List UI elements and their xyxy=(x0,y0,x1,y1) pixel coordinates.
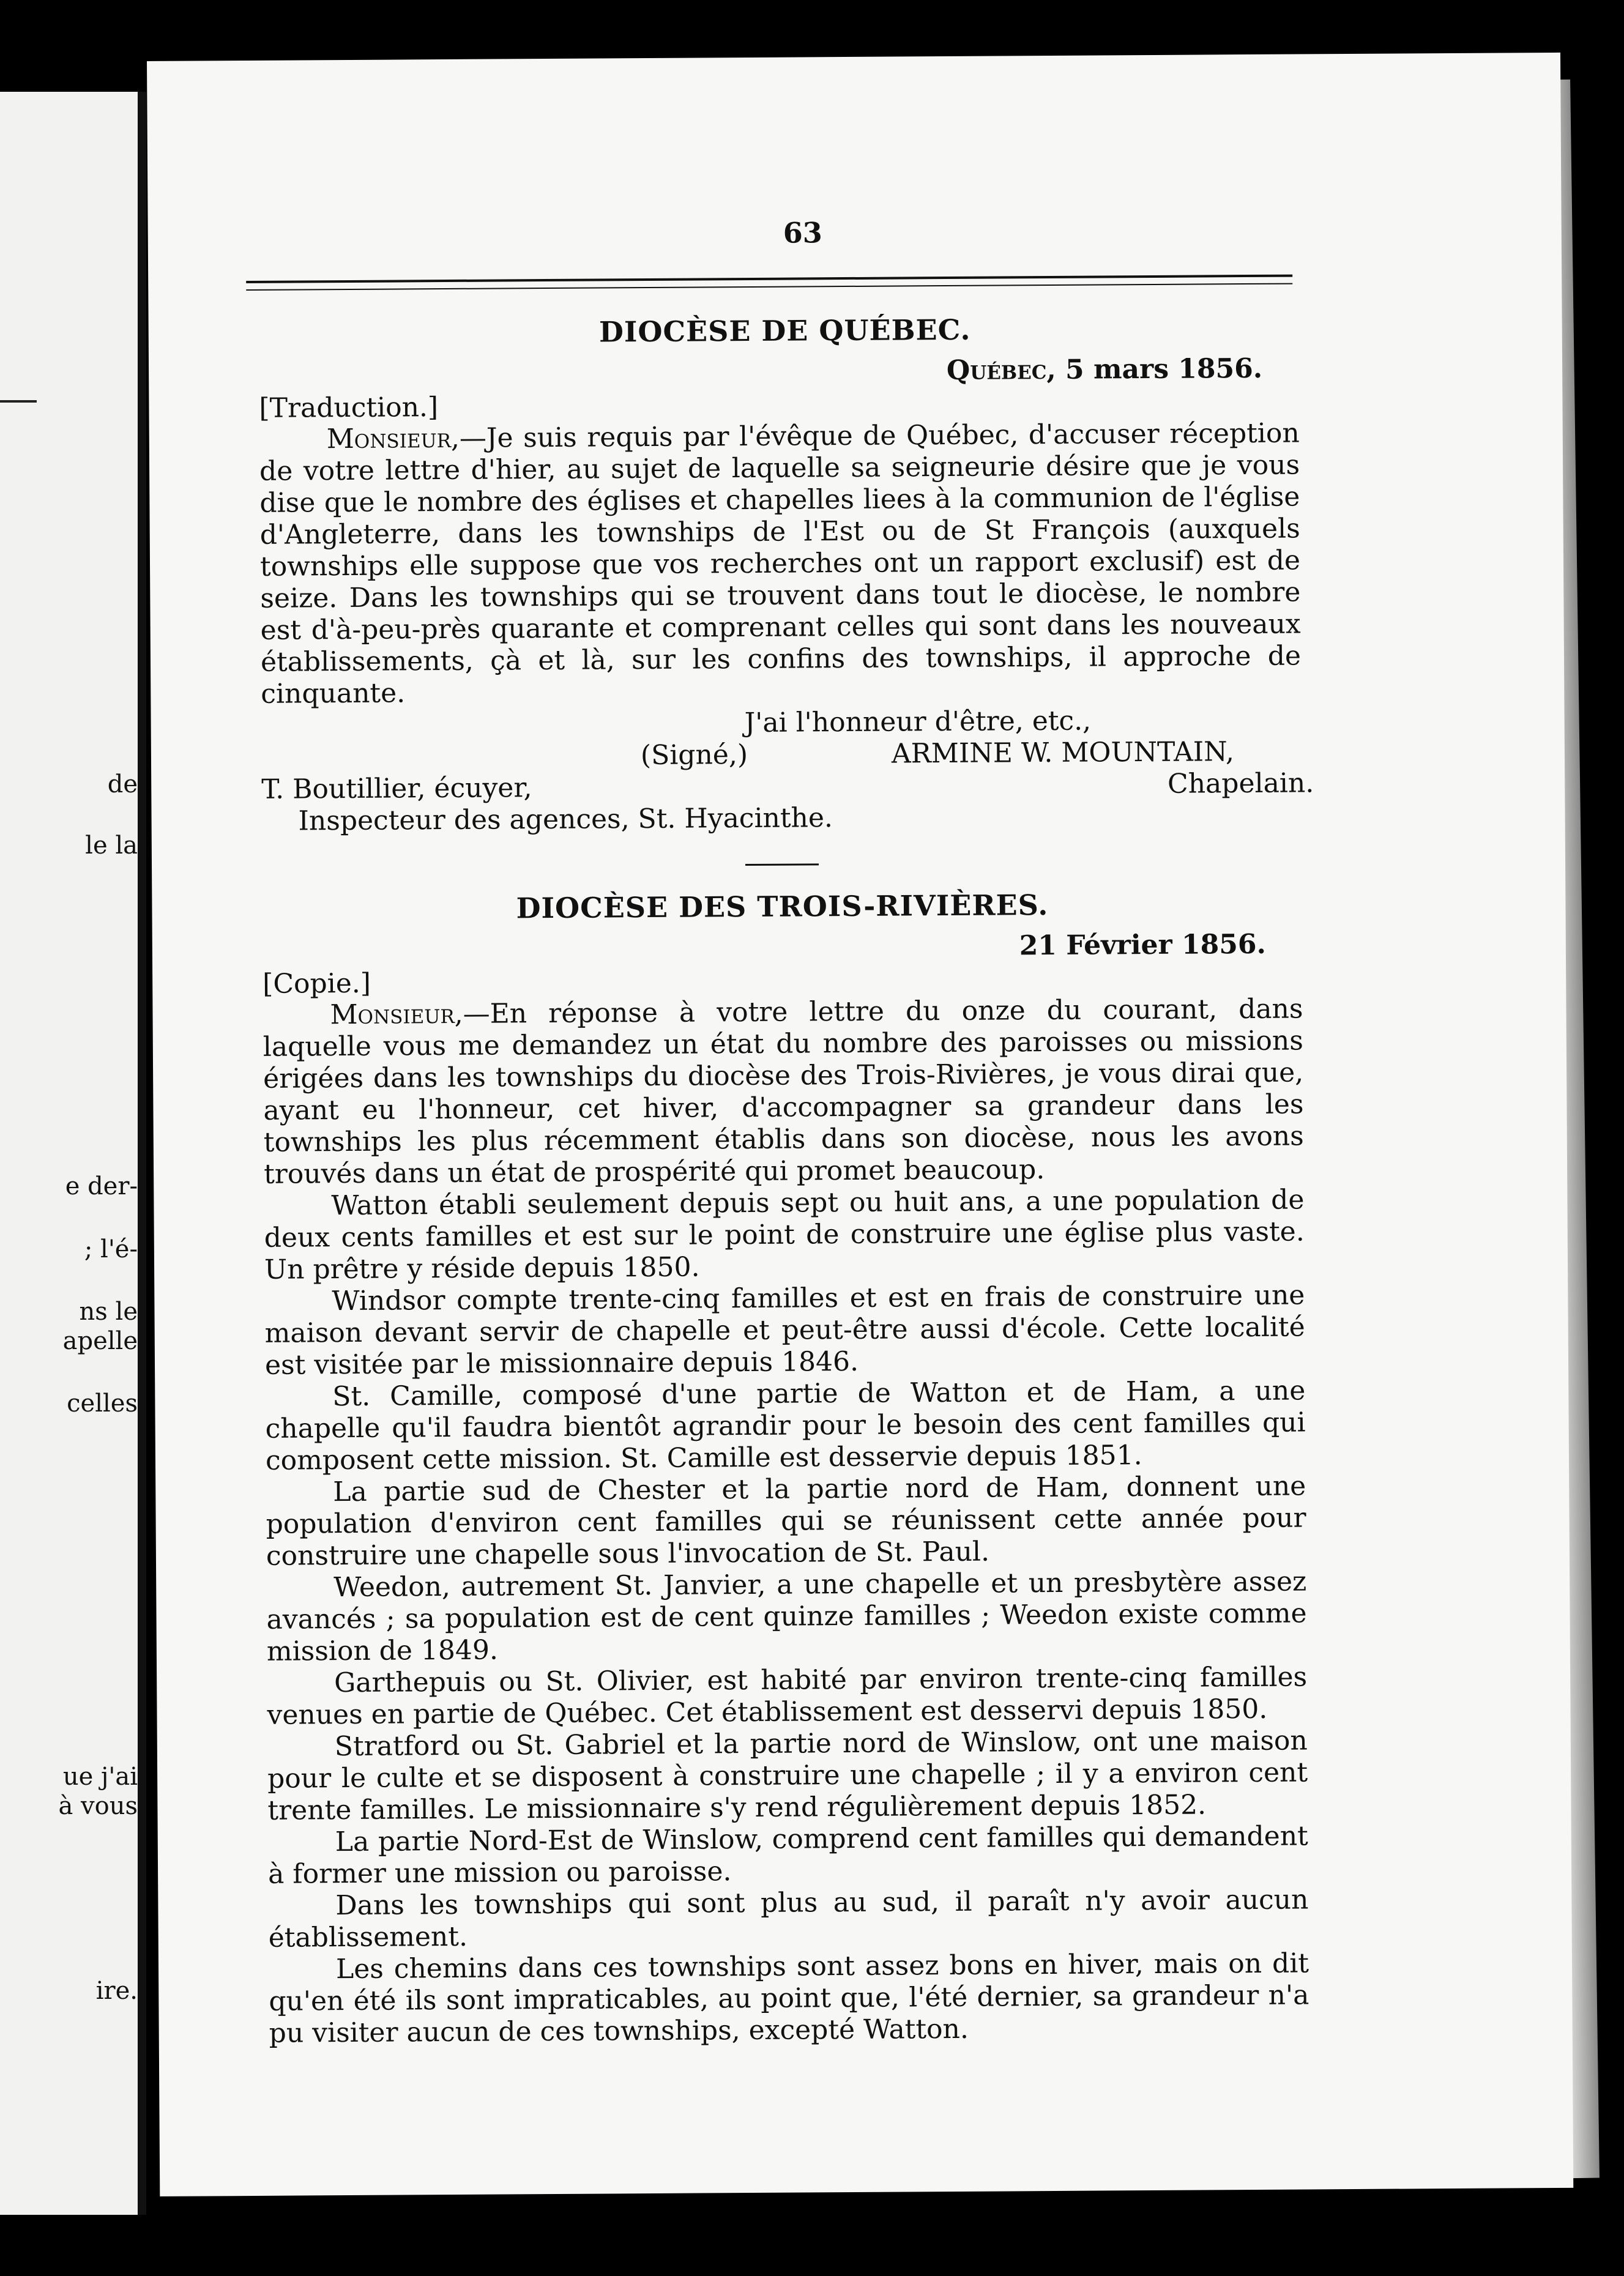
dateline-date: , 5 mars 1856. xyxy=(1046,352,1263,386)
letter-paragraph: Dans les townships qui sont plus au sud, il paraît n'y avoir aucun établissement. xyxy=(268,1884,1309,1954)
header-double-rule xyxy=(246,275,1292,291)
book-gutter xyxy=(138,92,146,2215)
left-facing-page xyxy=(0,92,138,2215)
letter-body-quebec xyxy=(259,418,1302,710)
salutation: Monsieur xyxy=(326,422,452,455)
closing-formula: J'ai l'honneur d'être, etc., xyxy=(744,705,1092,739)
addressee-role: Inspecteur des agences, St. Hyacinthe. xyxy=(298,802,833,837)
dateline-trois-rivieres: 21 Février 1856. xyxy=(1019,928,1267,962)
section-divider xyxy=(745,863,819,866)
left-fragment: ue j'ai xyxy=(62,1763,138,1791)
left-fragment: le la xyxy=(85,831,138,860)
left-fragment: à vous xyxy=(58,1792,138,1820)
signer-name: ARMINE W. MOUNTAIN, xyxy=(891,736,1235,770)
addressee-role-row xyxy=(261,799,1302,837)
paragraph-text: ,—En réponse à votre lettre du onze du courant, dans laquelle vous me demandez un état du nombre des paroisses ou missions érigées dans les townships du diocèse des Trois-Rivières, je vous dirai que, ayant eu l'honneur, cet hiver, d'accompagner sa grandeur dans les townships les plus récemment établis dans son diocèse, nous les avons trouvés dans un état de prospérité qui promet beaucoup. xyxy=(263,993,1304,1190)
letter-paragraph: Weedon, autrement St. Janvier, a une chapelle et un presbytère assez avancés ; sa population est de cent quinze familles ; Weedon existe comme mission de 1849. xyxy=(266,1566,1307,1667)
left-fragment: ; l'é- xyxy=(84,1235,138,1263)
left-fragment: ire. xyxy=(95,1977,138,2005)
letter-paragraph: Windsor compte trente-cinq familles et est en frais de construire une maison devant servir de chapelle et peut-être aussi d'école. Cette localité est visitée par le missionnaire depuis 1846. xyxy=(264,1279,1305,1381)
left-fragment: apelle xyxy=(62,1327,138,1355)
left-fragment: e der- xyxy=(65,1172,138,1200)
letter-paragraph: Watton établi seulement depuis sept ou huit ans, a une population de deux cents familles et est sur le point de construire une église plus vaste. Un prêtre y réside depuis 1850. xyxy=(264,1184,1305,1285)
translation-note: [Traduction.] xyxy=(259,392,439,424)
left-fragment: celles xyxy=(67,1389,138,1418)
letter-paragraph: La partie sud de Chester et la partie nord de Ham, donnent une population d'environ cent familles qui se réunissent cette année pour construire une chapelle sous l'invocation de St. Paul. xyxy=(266,1470,1306,1572)
left-page-rule xyxy=(0,400,37,403)
scanned-page xyxy=(147,53,1573,2196)
left-fragment: de xyxy=(107,770,138,798)
letter-paragraph: Garthepuis ou St. Olivier, est habité par environ trente-cinq familles venues en partie de Québec. Cet établissement est desservi depuis 1850. xyxy=(267,1661,1308,1731)
copy-note: [Copie.] xyxy=(263,967,371,1000)
page-number: 63 xyxy=(783,216,822,250)
dateline-place: Québec xyxy=(946,354,1047,387)
letter-text: ,—Je suis requis par l'évêque de Québec, d'accuser réception de votre lettre d'hier, au sujet de laquelle sa seigneurie désire que je vous dise que le nombre des églises et chapelles liees à la communion de l'église d'Angleterre, dans les townships de l'Est ou de St François (auxquels townships elle suppose que vos recherches ont un rapport exclusif) est de seize. Dans les townships qui se trouvent dans tout le diocèse, le nombre est d'à-peu-près quarante et comprenant celles qui sont dans les nouveaux établissements, çà et là, sur les confins des townships, il approche de cinquante. xyxy=(259,417,1302,710)
section-heading-trois-rivieres: DIOCÈSE DES TROIS-RIVIÈRES. xyxy=(516,888,1049,925)
addressee-name: T. Boutillier, écuyer, xyxy=(261,772,532,805)
section-heading-quebec: DIOCÈSE DE QUÉBEC. xyxy=(598,313,971,349)
letter-paragraph: La partie Nord-Est de Winslow, comprend cent familles qui demandent à former une mission ou paroisse. xyxy=(267,1820,1308,1890)
signed-label: (Signé,) xyxy=(640,739,748,772)
salutation: Monsieur xyxy=(330,998,455,1031)
page-body xyxy=(259,311,1314,2050)
left-fragment: ns le xyxy=(79,1298,138,1326)
signer-title: Chapelain. xyxy=(1167,767,1314,800)
letter-paragraph: St. Camille, composé d'une partie de Watton et de Ham, a une chapelle qu'il faudra bientôt agrandir pour le besoin des cent familles qui composent cette mission. St. Camille est desservie depuis 1851. xyxy=(265,1375,1306,1476)
letter-paragraph xyxy=(263,993,1304,1190)
letter-paragraph: Stratford ou St. Gabriel et la partie nord de Winslow, ont une maison pour le culte et se disposent à construire une chapelle ; il y a environ cent trente familles. Le missionnaire s'y rend régulièrement depuis 1852. xyxy=(267,1725,1308,1826)
letter-paragraph: Les chemins dans ces townships sont assez bons en hiver, mais on dit qu'en été ils sont impraticables, au point que, l'été dernier, sa grandeur n'a pu visiter aucun de ces townships, excepté Watton. xyxy=(269,1947,1309,2049)
dateline-quebec xyxy=(259,353,1299,390)
